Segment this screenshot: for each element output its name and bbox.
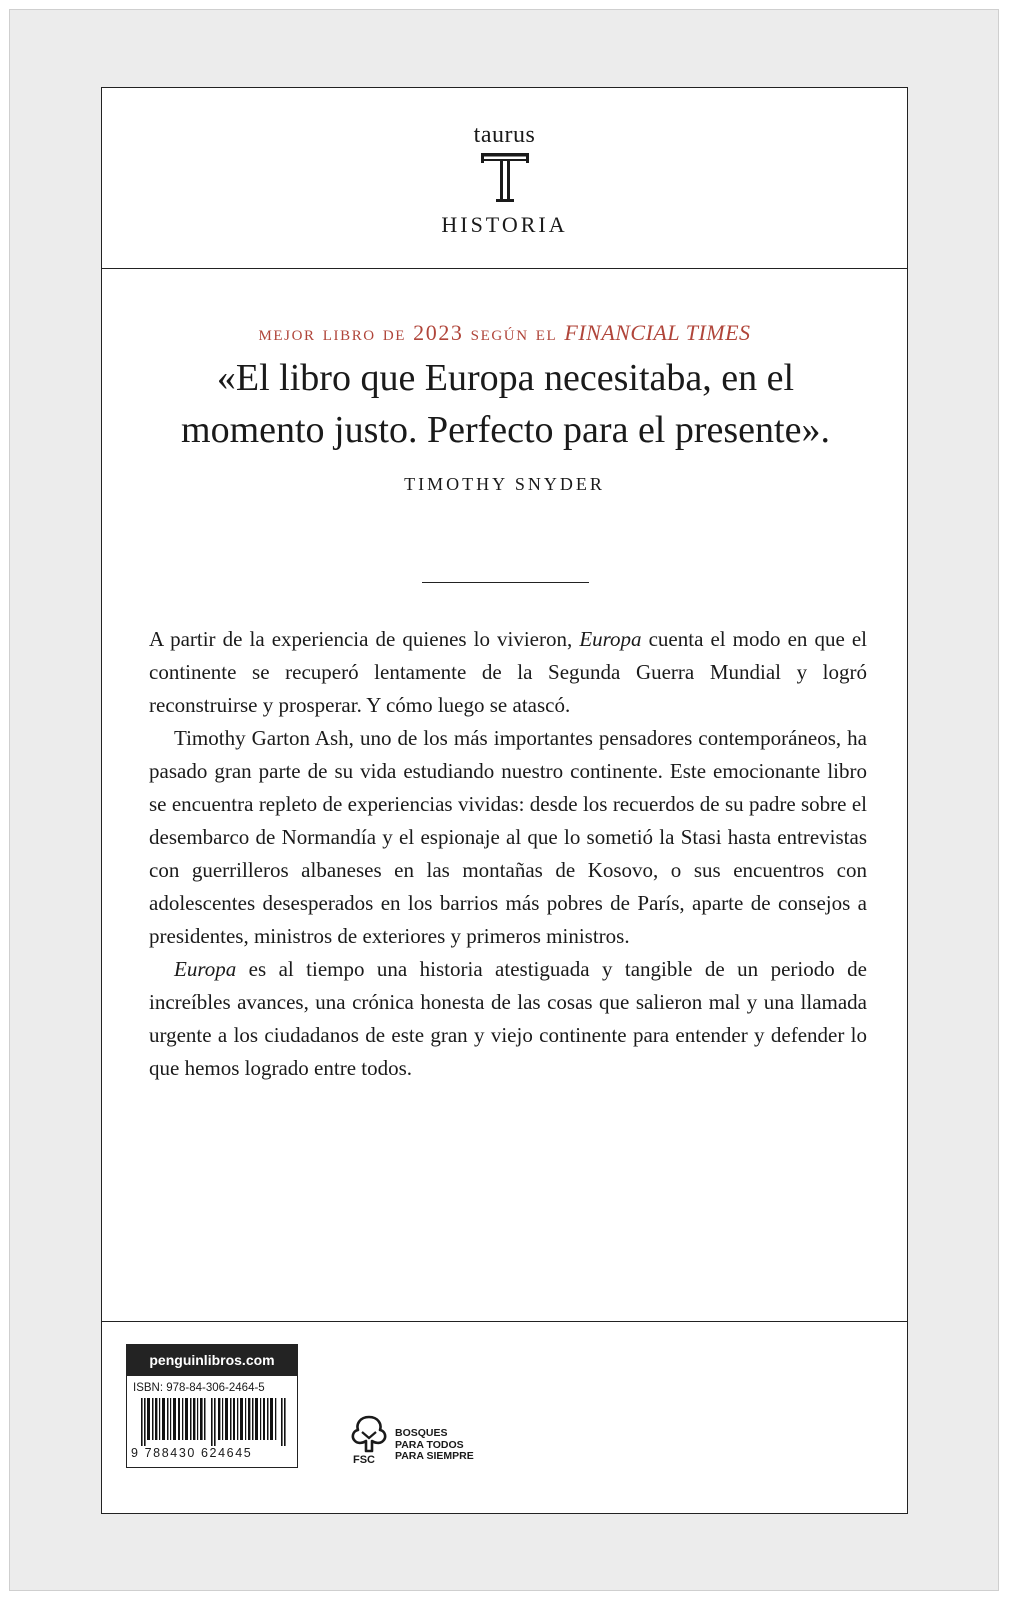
award-line xyxy=(102,320,907,346)
barcode-digits: 9 788430 624645 xyxy=(131,1446,253,1460)
collection-name: HISTORIA xyxy=(441,212,568,237)
fsc-tagline-line: PARA SIEMPRE xyxy=(395,1450,474,1462)
award-source: FINANCIAL TIMES xyxy=(564,320,751,345)
description-text: es al tiempo una historia atestiguada y tangible de un periodo de increíbles avances, una crónica honesta de las cosas que salieron mal y una llamada urgente a los ciudadanos de este gran y viejo continente para entender y defender lo que hemos logrado entre todos. xyxy=(149,957,867,1080)
barcode-icon xyxy=(141,1398,287,1446)
back-cover xyxy=(101,87,908,1514)
description-text: cuenta el modo en que el continente se recuperó lentamente de la Segunda Guerra Mundial y logró reconstruirse y prosperar. Y cómo luego se atascó. xyxy=(149,627,867,717)
description-text: A partir de la experiencia de quienes lo vivieron, xyxy=(149,627,580,651)
fsc-tagline-line: BOSQUES xyxy=(395,1427,448,1439)
divider xyxy=(422,582,589,583)
fsc-tree-logo-icon xyxy=(348,1414,390,1454)
description-paragraph xyxy=(149,623,867,722)
footer-divider xyxy=(102,1321,907,1322)
fsc-tagline-line: PARA TODOS xyxy=(395,1438,464,1451)
award-prefix: mejor libro de 2023 según el xyxy=(258,320,558,345)
publisher-header xyxy=(102,88,907,269)
description-paragraph xyxy=(149,953,867,1085)
book-title: Europa xyxy=(174,957,237,981)
description-paragraph: Timothy Garton Ash, uno de los más importantes pensadores contemporáneos, ha pasado gran parte de su vida estudiando nuestro continente. Este emocionante libro se encuentra repleto de experiencias vividas: desde los recuerdos de su padre sobre el desembarco de Normandía y el espionaje al que lo sometió la Stasi hasta entrevistas con guerrilleros albaneses en las montañas de Kosovo, o sus encuentros con adolescentes desesperados en los barrios más pobres de París, aparte de consejos a presidentes, ministros de exteriores y primeros ministros. xyxy=(149,726,867,948)
book-description xyxy=(149,623,867,1085)
taurus-t-logo-icon xyxy=(479,152,531,204)
book-title: Europa xyxy=(579,627,642,651)
publisher-brand: taurus xyxy=(473,122,536,148)
barcode-box xyxy=(126,1376,298,1468)
fsc-label: FSC xyxy=(353,1454,375,1466)
blurb-quote: «El libro que Europa necesitaba, en el momento justo. Perfecto para el presente». xyxy=(181,357,830,451)
fsc-tagline xyxy=(395,1428,474,1463)
website-label: penguinlibros.com xyxy=(126,1344,298,1376)
blurb-author: TIMOTHY SNYDER xyxy=(404,474,605,494)
isbn-text: ISBN: 978-84-306-2464-5 xyxy=(133,1382,265,1394)
